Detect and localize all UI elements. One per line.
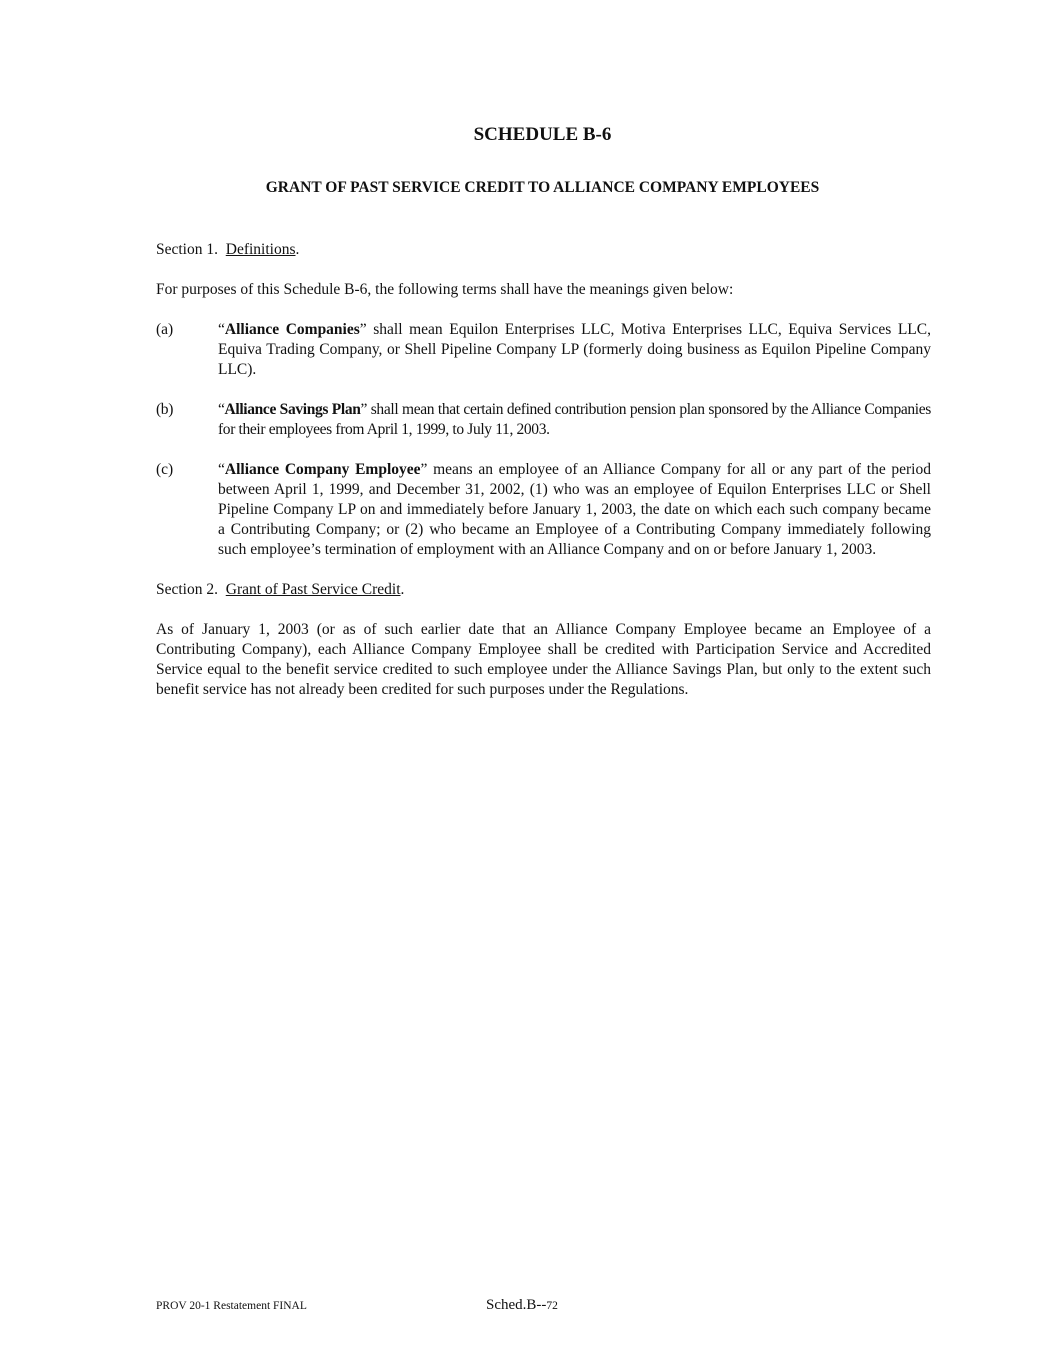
definition-text: ” shall mean that certain defined contribution pension plan sponsored by the Alliance Companies for their employees from April 1, 1999, to July 11, 2003. <box>218 401 931 438</box>
section-1-heading: Section 1. Definitions. <box>156 241 300 258</box>
open-quote: “ <box>218 461 225 478</box>
footer-document-id: PROV 20-1 Restatement FINAL <box>156 1300 307 1312</box>
definitions-intro: For purposes of this Schedule B-6, the following terms shall have the meanings given below: <box>156 281 734 298</box>
open-quote: “ <box>218 401 225 418</box>
definition-item-b <box>156 400 931 440</box>
definition-marker: (b) <box>156 401 174 418</box>
definition-text: ” means an employee of an Alliance Company for all or any part of the period between April 1, 1999, and December 31, 2002, (1) who was an employee of Equilon Enterprises LLC or Shell Pipeline Company LP on and immediately before January 1, 2003, the date on which each such company became a Contributing Company; or (2) who became an Employee of a Contributing Company immediately following such employee’s termination of employment with an Alliance Company and on or before January 1, 2003. <box>218 461 931 558</box>
section-1-title: Definitions <box>225 241 296 258</box>
defined-term: Alliance Companies <box>224 321 360 338</box>
section-2-prefix: Section 2. <box>156 581 218 598</box>
section-2-heading: Section 2. Grant of Past Service Credit. <box>156 581 405 598</box>
schedule-subtitle: GRANT OF PAST SERVICE CREDIT TO ALLIANCE COMPANY EMPLOYEES <box>265 179 820 196</box>
defined-term: Alliance Company Employee <box>224 461 421 478</box>
schedule-title: SCHEDULE B-6 <box>473 124 612 145</box>
page-number: 72 <box>546 1300 558 1312</box>
definition-item-a <box>156 320 931 380</box>
section-2-body: As of January 1, 2003 (or as of such earlier date that an Alliance Company Employee became an Employee of a Contributing Company), each Alliance Company Employee shall be credited with Participation Service and Accredited Service equal to the benefit service credited to such employee under the Alliance Savings Plan, but only to the extent such benefit service has not already been credited for such purposes under the Regulations. <box>156 621 931 698</box>
open-quote: “ <box>218 321 225 338</box>
section-1-prefix: Section 1. <box>156 241 218 258</box>
footer-page-number <box>486 1297 558 1314</box>
document-body <box>156 240 931 720</box>
definition-item-c <box>156 460 931 560</box>
definition-text: ” shall mean Equilon Enterprises LLC, Motiva Enterprises LLC, Equiva Services LLC, Equiva Trading Company, or Shell Pipeline Company LP (formerly doing business as Equilon Pipeline Company LLC). <box>218 321 931 378</box>
definition-marker: (a) <box>156 321 174 338</box>
page-prefix: Sched.B-- <box>486 1297 547 1313</box>
defined-term: Alliance Savings Plan <box>224 401 361 418</box>
section-2-title: Grant of Past Service Credit <box>225 581 401 598</box>
definition-marker: (c) <box>156 461 174 478</box>
